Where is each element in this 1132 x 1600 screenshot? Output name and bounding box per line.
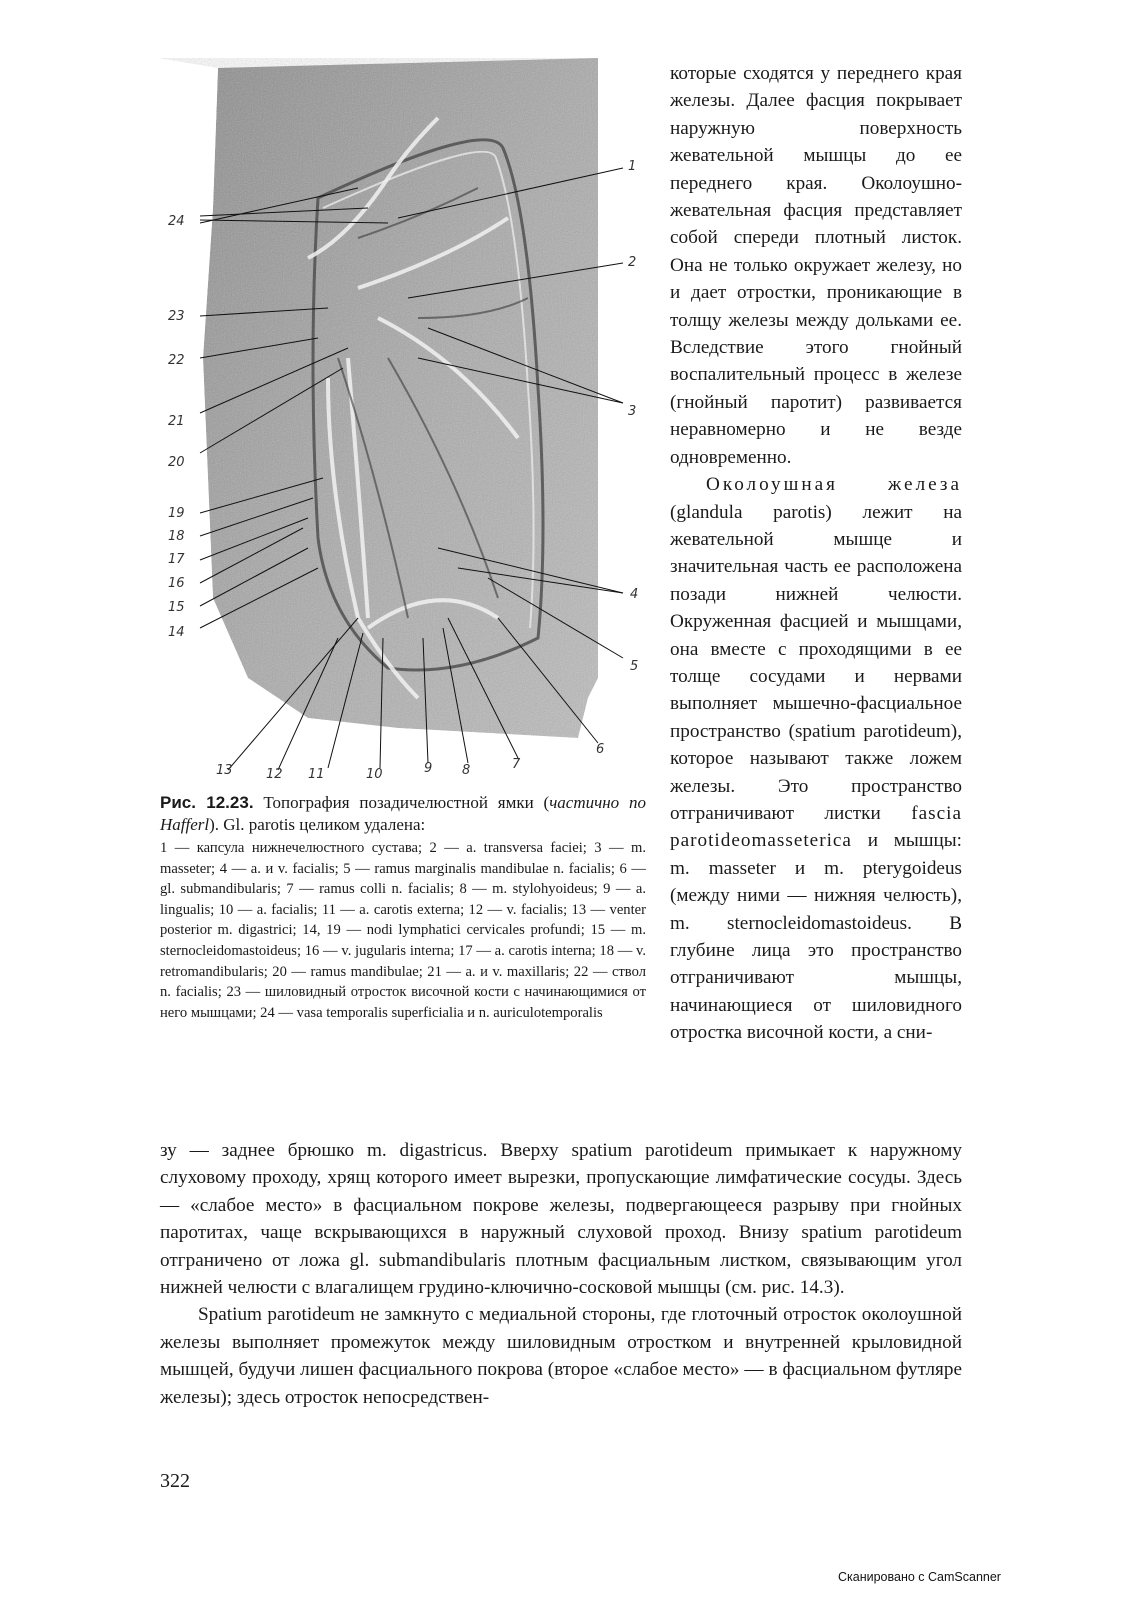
caption-title: Рис. 12.23. Топография позадичелюстной ямки (частично по Hafferl). Gl. parotis целиком удалена: bbox=[160, 793, 646, 834]
figure-label-4: 4 bbox=[630, 587, 639, 602]
anatomy-figure bbox=[158, 58, 658, 818]
figure-label-17: 17 bbox=[168, 552, 185, 567]
figure-label-8: 8 bbox=[462, 763, 471, 778]
paragraph: которые сходятся у переднего края железы. Далее фасция покрывает наружную поверхность жевательной мышцы до ее переднего края. Околоушно-жевательная фасция представляет собой спереди плотный листок. Она не только окружает железу, но и дает отростки, проникающие в толщу железы между дольками ее. Вследствие этого гнойный воспалительный процесс в железе (гнойный паротит) развивается неравномерно и не везде одновременно. bbox=[670, 63, 962, 468]
figure-label-10: 10 bbox=[366, 767, 383, 782]
figure-label-2: 2 bbox=[628, 255, 637, 270]
right-column-text bbox=[670, 60, 962, 1047]
figure-label-6: 6 bbox=[596, 742, 605, 757]
paragraph: зу — заднее брюшко m. digastricus. Вверху spatium parotideum примыкает к наружному слуховому проходу, хрящ которого имеет вырезки, пропускающие лимфатические сосуды. Здесь — «слабое место» в фасциальном покрове железы, подвергающееся разрыву при гнойных паротитах, чаще вскрывающихся в наружный слуховой проход. Внизу spatium parotideum отграничено от ложа gl. submandibularis плотным фасциальным листком, связывающим угол нижней челюсти с влагалищем грудино-ключично-сосковой мышцы (см. рис. 14.3). bbox=[160, 1140, 962, 1299]
figure-label-12: 12 bbox=[266, 767, 283, 782]
figure-label-16: 16 bbox=[168, 576, 185, 591]
figure-label-9: 9 bbox=[424, 761, 433, 776]
spaced-term: Околоушная железа bbox=[706, 474, 962, 496]
figure-label-19: 19 bbox=[168, 506, 185, 521]
caption-legend: 1 — капсула нижнечелюстного сустава; 2 — a. transversa faciei; 3 — m. masseter; 4 — a. и v. facialis; 5 — ramus marginalis mandibulae n. facialis; 6 — gl. submandibularis; 7 — ramus colli n. facialis; 8 — m. stylohyoideus; 9 — a. lingualis; 10 — a. facialis; 11 — a. carotis externa; 12 — v. facialis; 13 — venter posterior m. digastrici; 14, 19 — nodi lymphatici cervicales profundi; 15 — m. sternocleidomastoideus; 16 — v. jugularis interna; 17 — a. carotis interna; 18 — v. retromandibularis; 20 — ramus mandibulae; 21 — a. и v. maxillaris; 22 — ствол n. facialis; 23 — шиловидный отросток височной кости с начинающимися от него мышцами; 24 — vasa temporalis superficialia и n. auriculotemporalis bbox=[160, 840, 646, 1021]
figure-number: Рис. 12.23. bbox=[160, 793, 254, 812]
paragraph: Spatium parotideum не замкнуто с медиальной стороны, где глоточный отросток околоушной железы выполняет промежуток между шиловидным отростком и внутренней крыловидной мышцей, будучи лишен фасциального покрова (второе «слабое место» — в фасциальном футляре железы); здесь отросток непосредствен- bbox=[160, 1304, 962, 1408]
figure-caption bbox=[160, 792, 646, 1023]
paragraph-parotid-gland: Околоушная железа (glandula parotis) лежит на жевательной мышце и значительная часть ее расположена позади нижней челюсти. Окруженная фасцией и мышцами, она вместе с проходящими в ее толще сосудами и нервами выполняет мышечно-фасциальное пространство (spatium parotideum), которое называют также ложем железы. Это пространство отграничивают листки fascia parotideomasseterica и мышцы: m. masseter и m. pterygoideus (между ними — нижняя челюсть), m. sternocleidomastoideus. В глубине лица это пространство отграничивают мышцы, начинающиеся от шиловидного отростка височной кости, а сни- bbox=[670, 474, 962, 1044]
figure-label-15: 15 bbox=[168, 600, 185, 615]
figure-label-11: 11 bbox=[308, 767, 325, 782]
figure-label-7: 7 bbox=[512, 757, 521, 772]
page-number: 322 bbox=[160, 1470, 190, 1492]
figure-label-14: 14 bbox=[168, 625, 185, 640]
figure-label-5: 5 bbox=[630, 659, 639, 674]
scanner-watermark: Сканировано с CamScanner bbox=[838, 1570, 1001, 1584]
figure-label-18: 18 bbox=[168, 529, 185, 544]
figure-label-3: 3 bbox=[628, 404, 637, 419]
figure-label-21: 21 bbox=[168, 414, 185, 429]
spaced-term: fascia parotideomasseterica bbox=[670, 802, 962, 852]
figure-label-13: 13 bbox=[216, 763, 233, 778]
figure-label-20: 20 bbox=[168, 455, 185, 470]
main-text bbox=[160, 1137, 962, 1411]
anatomy-illustration bbox=[158, 58, 658, 818]
figure-label-22: 22 bbox=[168, 353, 185, 368]
figure-label-23: 23 bbox=[168, 309, 185, 324]
figure-label-24: 24 bbox=[168, 214, 185, 229]
figure-label-1: 1 bbox=[628, 159, 637, 174]
